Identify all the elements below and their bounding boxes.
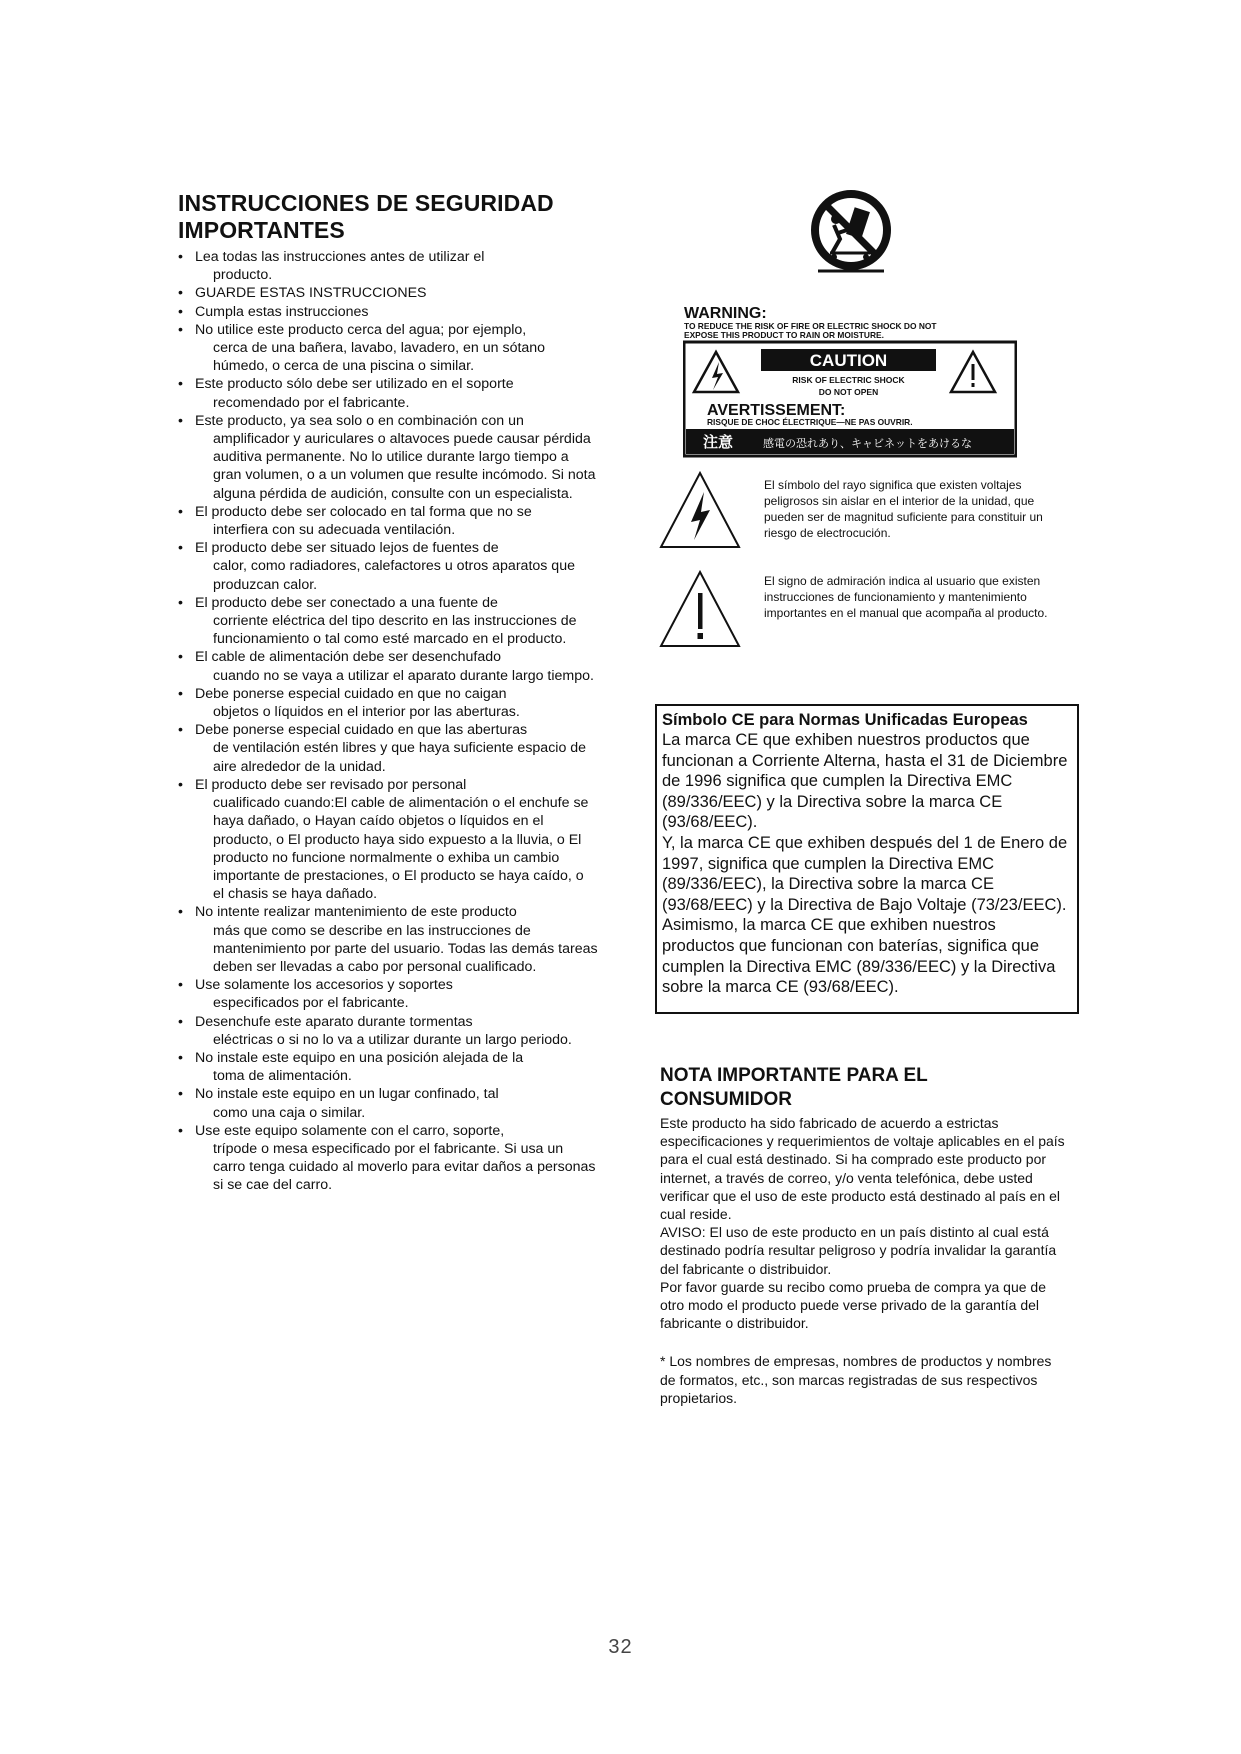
instruction-item-continuation: amplificador y auriculares o altavoces puede causar pérdida auditiva permanente. No lo utilice durante largo tiempo a gran volumen, o a un volumen que resulte incómodo. Si nota alguna pérdida de audición, consulte con un especialista. xyxy=(213,431,596,502)
jp-label: 注意 xyxy=(703,433,734,451)
instruction-list xyxy=(178,248,598,1195)
page-title xyxy=(178,190,598,244)
consumer-note-title xyxy=(660,1064,1070,1112)
instruction-item-first-line: • GUARDE ESTAS INSTRUCCIONES xyxy=(195,285,427,302)
instruction-item-first-line: • Use este equipo solamente con el carro, soporte, xyxy=(195,1122,505,1139)
instruction-item xyxy=(178,976,598,1012)
warning-line-1: TO REDUCE THE RISK OF FIRE OR ELECTRIC SHOCK DO NOT xyxy=(684,321,937,331)
nota-title-line-2: CONSUMIDOR xyxy=(660,1089,792,1110)
ce-paragraph-1: La marca CE que exhiben nuestros productos que funcionan a Corriente Alterna, hasta el 31 de Diciembre de 1996 significa que cumplen la Directiva EMC (89/336/EEC) y la Directiva sobre la marca CE (93/68/EEC). xyxy=(662,731,1068,832)
trademark-notice: * Los nombres de empresas, nombres de productos y nombres de formatos, etc., son marcas registradas de sus respectivos propietarios. xyxy=(660,1353,1052,1406)
instruction-item-continuation: interfiera con su adecuada ventilación. xyxy=(213,522,456,539)
instruction-item-first-line: • Lea todas las instrucciones antes de utilizar el xyxy=(195,249,485,265)
instruction-item-continuation: objetos o líquidos en el interior por las aberturas. xyxy=(213,704,520,721)
instruction-item xyxy=(178,1122,598,1195)
instruction-item-first-line: • El producto debe ser colocado en tal forma que no se xyxy=(195,503,532,520)
instruction-item xyxy=(178,1013,598,1049)
instruction-item-first-line: • El producto debe ser conectado a una fuente de xyxy=(195,594,498,611)
nota-paragraph-1: Este producto ha sido fabricado de acuerdo a estrictas especificaciones y requerimientos de voltaje aplicables en el país para el cual está destinado. Si ha comprado este producto por internet, a través de correo, y/o venta telefónica, debe usted verificar que el uso de este producto está destinado al país en el cual reside. xyxy=(660,1115,1065,1223)
instruction-item xyxy=(178,321,598,376)
nota-paragraph-3: Por favor guarde su recibo como prueba de compra ya que de otro modo el producto puede verse privado de la garantía del fabricante o distribuidor. xyxy=(660,1278,1047,1332)
instruction-item-continuation: como una caja o similar. xyxy=(213,1104,366,1121)
instruction-item-continuation: recomendado por el fabricante. xyxy=(213,394,410,411)
instruction-item-first-line: • Desenchufe este aparato durante tormentas xyxy=(195,1013,473,1030)
safety-instructions-section xyxy=(178,190,598,1195)
instruction-item-continuation: especificados por el fabricante. xyxy=(213,995,409,1012)
instruction-item xyxy=(178,685,598,721)
electric-shock-warning-label xyxy=(683,302,1017,459)
consumer-note-section xyxy=(660,1064,1070,1407)
ce-paragraph-3: Asimismo, la marca CE que exhiben nuestros productos que funcionan con baterías, significa que cumplen la Directiva EMC (89/336/EEC) y la Directiva sobre la marca CE (93/68/EEC). xyxy=(662,916,1056,997)
instruction-item xyxy=(178,503,598,539)
ce-paragraph-2: Y, la marca CE que exhiben después del 1 de Enero de 1997, significa que cumplen la Directiva EMC (89/336/EEC), la Directiva sobre la marca CE (93/68/EEC) y la Directiva de Bajo Voltaje (73/23/EEC). xyxy=(662,833,1068,914)
instruction-item xyxy=(178,284,598,302)
risque-line: RISQUE DE CHOC ÉLECTRIQUE—NE PAS OUVRIR. xyxy=(707,417,913,427)
instruction-item-first-line: • Debe ponerse especial cuidado en que no caigan xyxy=(195,685,507,702)
instruction-item-first-line: • No instale este equipo en un lugar confinado, tal xyxy=(195,1086,499,1103)
title-line-1: INSTRUCCIONES DE SEGURIDAD xyxy=(178,190,554,216)
risk-line-1: RISK OF ELECTRIC SHOCK xyxy=(792,375,905,385)
lightning-bolt-triangle-icon xyxy=(658,470,742,550)
instruction-item-continuation: calor, como radiadores, calefactores u otros aparatos que produzcan calor. xyxy=(213,558,575,593)
instruction-item-first-line: • No instale este equipo en una posición alejada de la xyxy=(195,1049,524,1066)
instruction-item-first-line: • El producto debe ser situado lejos de fuentes de xyxy=(195,540,499,557)
instruction-item xyxy=(178,303,598,321)
instruction-item-continuation: eléctricas o si no lo va a utilizar durante un largo periodo. xyxy=(213,1031,572,1048)
instruction-item-first-line: • El cable de alimentación debe ser desenchufado xyxy=(195,649,502,666)
risk-line-2: DO NOT OPEN xyxy=(818,387,879,397)
caution-heading: CAUTION xyxy=(809,351,888,370)
instruction-item-continuation: de ventilación estén libres y que haya suficiente espacio de aire alrededor de la unidad. xyxy=(213,740,587,775)
ce-mark-notice-box xyxy=(655,704,1079,1014)
avertissement-title: AVERTISSEMENT: xyxy=(707,402,846,419)
instruction-item xyxy=(178,539,598,594)
instruction-item-continuation: cuando no se vaya a utilizar el aparato durante largo tiempo. xyxy=(213,667,594,684)
instruction-item-continuation: cualificado cuando:El cable de alimentación o el enchufe se haya dañado, o Hayan caído objetos o líquidos en el producto, o El producto haya sido expuesto a la lluvia, o El producto no funcione normalmente o exhiba un cambio importante de prestaciones, o El producto se haya caído, o el chasis se haya dañado. xyxy=(213,795,589,903)
cart-tip-over-warning-icon xyxy=(810,189,892,279)
instruction-item-continuation: producto. xyxy=(213,267,273,284)
instruction-item-first-line: • Use solamente los accesorios y soportes xyxy=(195,977,453,994)
instruction-item-first-line: • No intente realizar mantenimiento de este producto xyxy=(195,904,517,921)
instruction-item xyxy=(178,776,598,903)
instruction-item xyxy=(178,594,598,649)
page-number: 32 xyxy=(608,1636,633,1658)
instruction-item xyxy=(178,903,598,976)
instruction-item-continuation: toma de alimentación. xyxy=(213,1068,352,1085)
exclamation-symbol-explanation: El signo de admiración indica al usuario que existen instrucciones de funcionamiento y mantenimiento importantes en el manual que acompaña al producto. xyxy=(764,574,1048,620)
instruction-item-first-line: • Este producto, ya sea solo o en combinación con un xyxy=(195,412,524,429)
instruction-item-continuation: corriente eléctrica del tipo descrito en las instrucciones de funcionamiento o tal como esté marcado en el producto. xyxy=(213,613,577,648)
nota-paragraph-2: AVISO: El uso de este producto en un país distinto al cual está destinado podría resultar peligroso y podría invalidar la garantía del fabricante o distribuidor. xyxy=(660,1224,1057,1277)
instruction-item-continuation: trípode o mesa especificado por el fabricante. Si usa un carro tenga cuidado al moverlo para evitar daños a personas si se cae del carro. xyxy=(213,1140,596,1194)
jp-text: 感電の恐れあり、キャビネットをあけるな xyxy=(763,437,972,450)
instruction-item-first-line: • El producto debe ser revisado por personal xyxy=(195,776,467,793)
lightning-symbol-explanation: El símbolo del rayo significa que existen voltajes peligrosos sin aislar en el interior de la unidad, que pueden ser de magnitud suficiente para constituir un riesgo de electrocución. xyxy=(764,478,1043,540)
instruction-item xyxy=(178,1049,598,1085)
instruction-item-continuation: cerca de una bañera, lavabo, lavadero, en un sótano húmedo, o cerca de una piscina o similar. xyxy=(213,340,546,375)
ce-title: Símbolo CE para Normas Unificadas Europeas xyxy=(662,711,1028,729)
nota-title-line-1: NOTA IMPORTANTE PARA EL xyxy=(660,1065,928,1086)
instruction-item xyxy=(178,648,598,684)
instruction-item xyxy=(178,721,598,776)
instruction-item xyxy=(178,248,598,284)
exclamation-triangle-icon xyxy=(658,569,742,649)
instruction-item-continuation: más que como se describe en las instrucciones de mantenimiento por parte del usuario. Todas las demás tareas deben ser llevadas a cabo por personal cualificado. xyxy=(213,922,598,975)
instruction-item xyxy=(178,375,598,411)
instruction-item-first-line: • Cumpla estas instrucciones xyxy=(195,303,369,320)
instruction-item-first-line: • Este producto sólo debe ser utilizado en el soporte xyxy=(195,376,514,393)
warning-title: WARNING: xyxy=(684,305,767,322)
instruction-item-first-line: • Debe ponerse especial cuidado en que las aberturas xyxy=(195,722,528,739)
instruction-item xyxy=(178,412,598,503)
instruction-item-first-line: • No utilice este producto cerca del agua; por ejemplo, xyxy=(195,321,527,338)
title-line-2: IMPORTANTES xyxy=(178,217,345,243)
instruction-item xyxy=(178,1085,598,1121)
warning-line-2: EXPOSE THIS PRODUCT TO RAIN OR MOISTURE. xyxy=(684,330,884,340)
